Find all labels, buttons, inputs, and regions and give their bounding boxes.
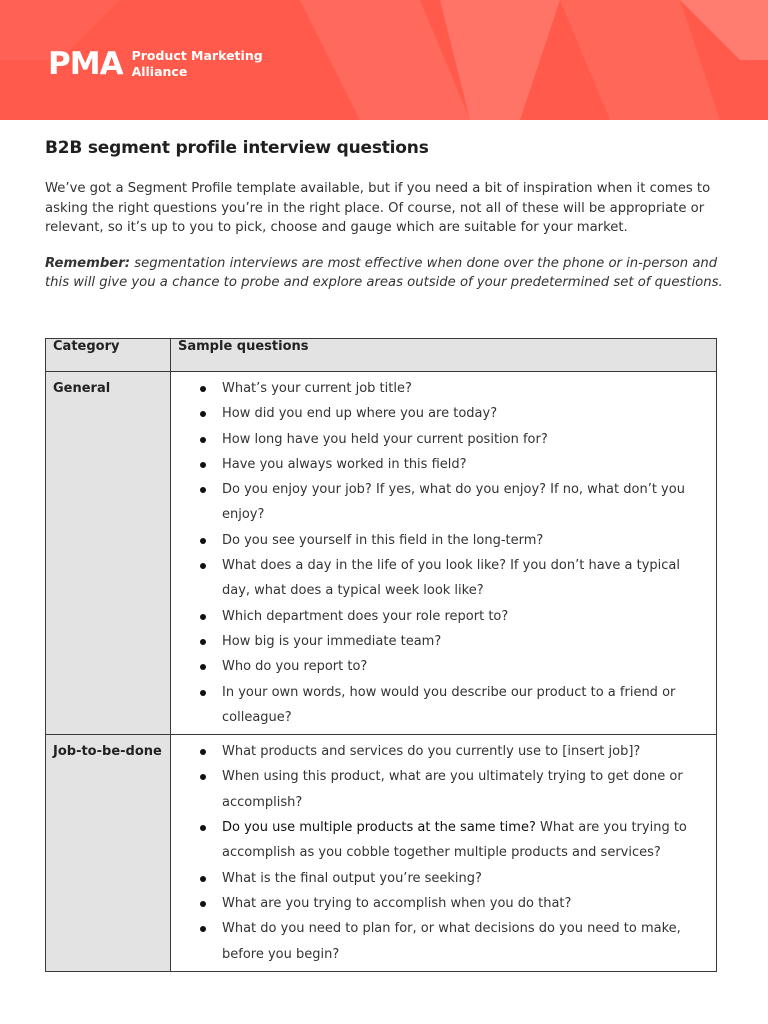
list-item: Which department does your role report to? xyxy=(222,604,708,629)
list-item xyxy=(222,815,708,866)
question-dark-part: Do you use multiple products at the same time? xyxy=(222,820,536,836)
intro-paragraph: We’ve got a Segment Profile template available, but if you need a bit of inspiration when it comes to asking the right questions you’re in the right place. Of course, not all of these will be appropriate or relevant, so it’s up to you to pick, choose and gauge which are suitable for your market. xyxy=(45,181,711,235)
questions-table xyxy=(45,338,717,972)
question-list xyxy=(201,376,708,730)
header-category: Category xyxy=(46,339,171,372)
list-item: How long have you held your current position for? xyxy=(222,427,708,452)
list-item: What do you need to plan for, or what decisions do you need to make, before you begin? xyxy=(222,916,708,967)
questions-cell xyxy=(171,735,717,972)
logo-mark: PMA xyxy=(48,46,123,82)
document-body xyxy=(45,138,725,293)
list-item: What products and services do you currently use to [insert job]? xyxy=(222,739,708,764)
table-row xyxy=(46,735,717,972)
pma-logo[interactable] xyxy=(48,48,263,80)
page-title: B2B segment profile interview questions xyxy=(45,138,429,158)
header-banner xyxy=(0,0,768,120)
table-header-row xyxy=(46,339,717,372)
remember-paragraph xyxy=(45,254,725,293)
list-item: What’s your current job title? xyxy=(222,376,708,401)
logo-text xyxy=(132,48,263,80)
table-row xyxy=(46,372,717,735)
list-item: Who do you report to? xyxy=(222,654,708,679)
remember-label: Remember: xyxy=(45,255,131,271)
list-item: In your own words, how would you describe our product to a friend or colleague? xyxy=(222,680,708,731)
list-item: What are you trying to accomplish when you do that? xyxy=(222,891,708,916)
list-item: How did you end up where you are today? xyxy=(222,401,708,426)
remember-text: segmentation interviews are most effective when done over the phone or in-person and this will give you a chance to probe and explore areas outside of your predetermined set of questions. xyxy=(45,255,723,290)
list-item: Do you see yourself in this field in the long-term? xyxy=(222,528,708,553)
list-item: How big is your immediate team? xyxy=(222,629,708,654)
list-item: What does a day in the life of you look like? If you don’t have a typical day, what does a typical week look like? xyxy=(222,553,708,604)
logo-line-1: Product Marketing xyxy=(131,48,263,63)
logo-line-2: Alliance xyxy=(131,64,188,79)
question-list xyxy=(201,739,708,967)
list-item: Do you enjoy your job? If yes, what do you enjoy? If no, what don’t you enjoy? xyxy=(222,477,708,528)
category-cell: General xyxy=(46,372,171,735)
list-item: What is the final output you’re seeking? xyxy=(222,866,708,891)
question-rest-part: What are you trying to accomplish as you cobble together multiple products and services? xyxy=(222,820,687,861)
list-item: When using this product, what are you ultimately trying to get done or accomplish? xyxy=(222,764,708,815)
list-item: Have you always worked in this field? xyxy=(222,452,708,477)
category-cell: Job-to-be-done xyxy=(46,735,171,972)
header-sample-questions: Sample questions xyxy=(171,339,717,372)
questions-cell xyxy=(171,372,717,735)
